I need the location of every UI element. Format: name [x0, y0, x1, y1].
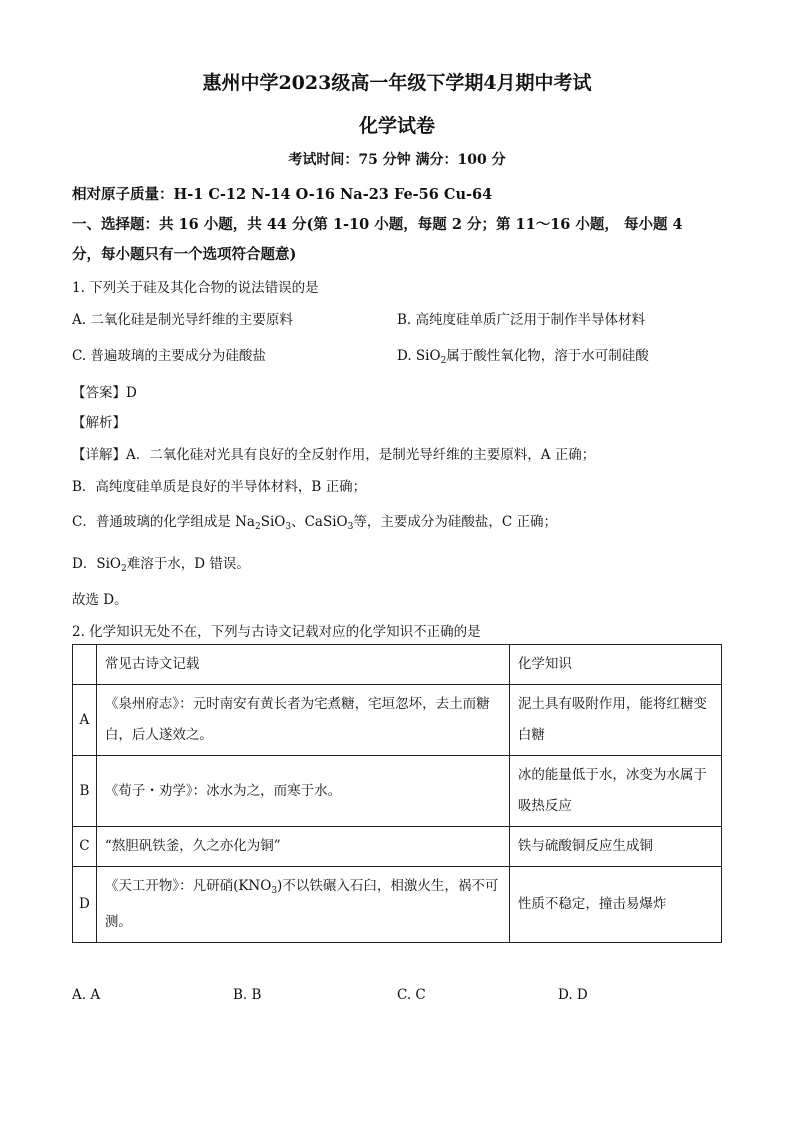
table-row: [73, 756, 722, 827]
row-knowledge: 性质不稳定，撞击易爆炸: [509, 867, 721, 943]
q1-stem: 1. 下列关于硅及其化合物的说法错误的是: [72, 280, 319, 296]
row-text: 《泉州府志》：元时南安有黄长者为宅煮糖，宅垣忽坏，去土而糖白，后人遂效之。: [96, 685, 509, 756]
q1-analysis-heading: 【解析】: [72, 415, 126, 431]
row-text: 《荀子・劝学》：冰水为之，而寒于水。: [96, 756, 509, 827]
atomic-masses: 相对原子质量：H-1 C-12 N-14 O-16 Na-23 Fe-56 Cu-64: [72, 186, 493, 203]
q1-answer: 【答案】D: [72, 385, 137, 401]
q2-stem: 2. 化学知识无处不在，下列与古诗文记载对应的化学知识不正确的是: [72, 624, 481, 640]
table-row: [73, 867, 722, 943]
row-text: “熬胆矾铁釜，久之亦化为铜”: [96, 827, 509, 867]
row-label: B: [73, 756, 97, 827]
row-knowledge: 铁与硫酸铜反应生成铜: [509, 827, 721, 867]
q2-option-c: C. C: [397, 987, 426, 1003]
table-cell: [73, 645, 97, 685]
q1-detail-a: 【详解】A．二氧化硅对光具有良好的全反射作用，是制光导纤维的主要原料，A 正确；: [72, 447, 596, 463]
q1-detail-d: D．SiO$_2$难溶于水，D 错误。: [72, 556, 250, 574]
q1-detail-c: C．普通玻璃的化学组成是 $Na_2SiO_3$、CaSiO$_3$等，主要成分为硅酸盐，C 正确；: [72, 514, 557, 532]
exam-info: 考试时间：75 分钟 满分：100 分: [288, 152, 506, 168]
row-label: D: [73, 867, 97, 943]
exam-subtitle: 化学试卷: [358, 115, 435, 137]
exam-title: 惠州中学2023级高一年级下学期4月期中考试: [202, 72, 592, 94]
q1-detail-b: B．高纯度硅单质是良好的半导体材料，B 正确；: [72, 479, 367, 495]
table-row: [73, 827, 722, 867]
section1-instructions-line1: 一、选择题：共 16 小题，共 44 分(第 1-10 小题，每题 2 分；第 11～16 小题， 每小题 4: [72, 216, 683, 233]
row-knowledge: 冰的能量低于水，冰变为水属于吸热反应: [509, 756, 721, 827]
q1-conclusion: 故选 D。: [72, 592, 128, 608]
table-header-text: 常见古诗文记载: [96, 645, 509, 685]
q1-option-d: D. SiO$_2$属于酸性氧化物，溶于水可制硅酸: [397, 348, 649, 366]
q2-option-d: D. D: [558, 987, 588, 1003]
row-text: 《天工开物》：凡研硝$(KNO_3)$不以铁碾入石臼，相激火生，祸不可测。: [96, 867, 509, 943]
table-header-row: [73, 645, 722, 685]
q1-option-b: B. 高纯度硅单质广泛用于制作半导体材料: [397, 312, 646, 328]
row-knowledge: 泥土具有吸附作用，能将红糖变白糖: [509, 685, 721, 756]
q1-option-c: C. 普遍玻璃的主要成分为硅酸盐: [72, 348, 266, 364]
q1-option-a: A. 二氧化硅是制光导纤维的主要原料: [72, 312, 293, 328]
row-label: A: [73, 685, 97, 756]
table-row: [73, 685, 722, 756]
q2-option-a: A. A: [72, 987, 101, 1003]
section1-instructions-line2: 分，每小题只有一个选项符合题意): [72, 246, 297, 263]
q2-table: [72, 644, 722, 943]
q2-option-b: B. B: [233, 987, 262, 1003]
table-header-knowledge: 化学知识: [509, 645, 721, 685]
row-label: C: [73, 827, 97, 867]
